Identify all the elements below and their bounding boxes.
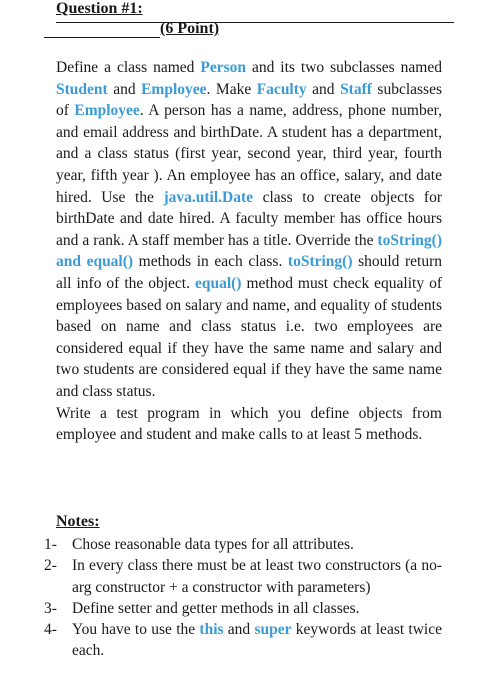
question-points: (6 Point) xyxy=(160,20,220,37)
method-equal: equal() xyxy=(194,274,242,292)
note-number: 1- xyxy=(44,536,57,553)
text-span: and xyxy=(306,80,341,98)
note-item xyxy=(44,555,442,598)
question-paragraph-2: Write a test program in which you define objects from employee and student and make calls to at least 5 methods. xyxy=(56,404,442,444)
text-span: . Make xyxy=(206,80,257,98)
text-span: and its two subclasses named xyxy=(246,59,442,76)
note-text: and xyxy=(223,621,255,639)
class-name-faculty: Faculty xyxy=(256,80,307,98)
class-name-employee: Employee xyxy=(74,102,140,120)
notes-title: Notes: xyxy=(56,513,100,530)
note-item xyxy=(44,598,442,619)
question-body xyxy=(56,57,442,446)
keyword-super: super xyxy=(254,621,292,639)
notes-list xyxy=(44,534,442,662)
note-text: In every class there must be at least two constructors (a no-arg constructor + a constructor with parameters) xyxy=(72,557,442,596)
note-text: keywords at least twice each. xyxy=(72,621,442,660)
text-span: should return all info of the object. xyxy=(56,253,442,292)
method-tostring: toString() xyxy=(287,253,353,271)
keyword-this: this xyxy=(199,621,224,639)
points-underline xyxy=(44,23,160,38)
note-item xyxy=(44,619,442,662)
java-date-class: java.util.Date xyxy=(163,188,254,206)
text-span: and xyxy=(107,80,142,98)
text-span: . A person has a name, address, phone number, and email address and birthDate. A student has a department, and a class status (first year, second year, third year, fourth year, fifth year ). An employee has an office, salary, and date hired. Use the xyxy=(56,102,442,206)
note-text: You have to use the xyxy=(72,621,200,639)
class-name-staff: Staff xyxy=(340,80,372,98)
class-name-student: Student xyxy=(56,80,108,98)
note-number: 3- xyxy=(44,599,57,617)
note-text: Define setter and getter methods in all classes. xyxy=(72,599,360,617)
class-name-person: Person xyxy=(200,59,246,76)
note-number: 2- xyxy=(44,557,57,575)
note-item xyxy=(44,534,442,555)
class-name-employee: Employee xyxy=(141,80,207,98)
question-title: Question #1: xyxy=(56,0,454,23)
note-number: 4- xyxy=(44,621,57,639)
text-span: subclasses of xyxy=(56,80,443,120)
note-text: Chose reasonable data types for all attributes. xyxy=(72,536,354,553)
text-span: class to create objects for birthDate and date hired. A faculty member has office hours and a rank. A staff member has a title. Override the xyxy=(56,188,442,249)
text-span: methods in each class. xyxy=(133,253,288,271)
text-span: method must check equality of employees based on salary and name, and equality of students based on name and class status i.e. two employees are considered equal if they have the same name and salary and two students are considered equal if they have the same name and class status. xyxy=(56,274,442,400)
question-paragraph-1 xyxy=(56,57,442,403)
method-names: toString() and equal() xyxy=(56,231,442,271)
text-span: Define a class named xyxy=(56,59,201,76)
